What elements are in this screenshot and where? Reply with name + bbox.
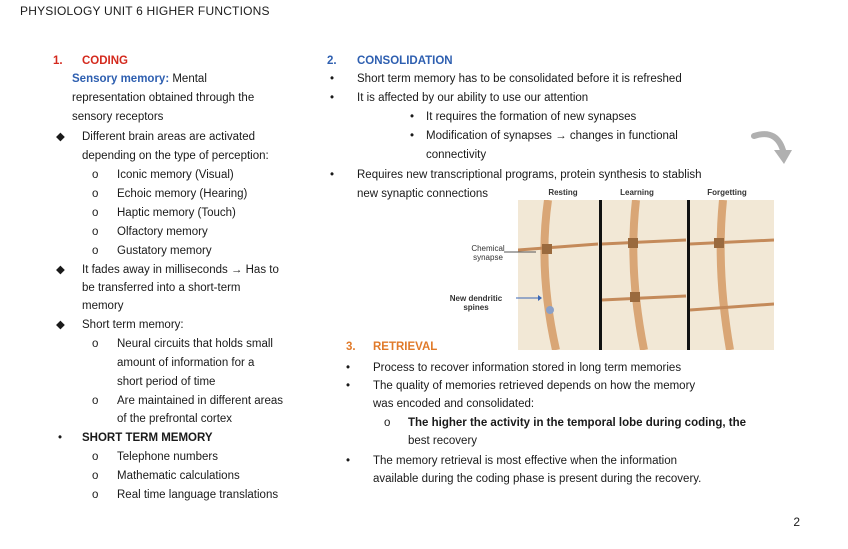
sub-item-gustatory: Gustatory memory [117, 245, 212, 257]
synapses-modification-line2: connectivity [426, 149, 487, 161]
sub-item-translation: Real time language translations [117, 489, 279, 501]
bullet-circle: o [92, 489, 99, 501]
prefrontal-line2: of the prefrontal cortex [117, 413, 233, 425]
figure-label-dendritic-spines: New dendritic spines [449, 294, 503, 312]
section-2-number: 2. [327, 55, 337, 67]
section-3-title: RETRIEVAL [373, 341, 438, 353]
bullet-diamond: ◆ [56, 131, 65, 143]
bullet-dot: • [346, 455, 351, 467]
bullet-circle: o [92, 338, 99, 350]
figure-label-chemical-synapse: Chemical synapse [471, 244, 505, 262]
bullet-dot: • [410, 130, 415, 142]
sub-item-telephone: Telephone numbers [117, 451, 219, 463]
bullet-circle: o [92, 226, 99, 238]
bullet-circle: o [92, 169, 99, 181]
figure-label-resting: Resting [548, 188, 578, 197]
retrieval-line3: was encoded and consolidated: [373, 398, 535, 410]
transcription-line2: new synaptic connections [357, 188, 489, 200]
section-1-number: 1. [53, 55, 63, 67]
bullet-circle: o [92, 207, 99, 219]
retrieval-effective-line2: available during the coding phase is present during the recovery. [373, 473, 702, 485]
brain-areas-line2: depending on the type of perception: [82, 150, 269, 162]
retrieval-effective-line1: The memory retrieval is most effective when the information [373, 455, 678, 467]
synapse-figure [518, 200, 774, 350]
sensory-memory-line3: sensory receptors [72, 111, 164, 123]
bullet-circle: o [92, 451, 99, 463]
brain-areas-line1: Different brain areas are activated [82, 131, 256, 143]
sub-item-math: Mathematic calculations [117, 470, 240, 482]
short-term-heading: Short term memory: [82, 319, 184, 331]
synapses-formation: It requires the formation of new synapses [426, 111, 637, 123]
consolidation-line2: It is affected by our ability to use our attention [357, 92, 589, 104]
synapses-modification-line1: Modification of synapses → changes in functional [426, 130, 678, 142]
bullet-circle: o [92, 395, 99, 407]
fades-line3: memory [82, 300, 124, 312]
section-3-number: 3. [346, 341, 356, 353]
sub-item-haptic: Haptic memory (Touch) [117, 207, 236, 219]
short-term-memory-heading: SHORT TERM MEMORY [82, 432, 213, 444]
bullet-diamond: ◆ [56, 319, 65, 331]
transcription-line1: Requires new transcriptional programs, protein synthesis to stablish [357, 169, 702, 181]
bullet-dot: • [330, 92, 335, 104]
consolidation-line1: Short term memory has to be consolidated before it is refreshed [357, 73, 682, 85]
temporal-lobe-line1: The higher the activity in the temporal lobe during coding, the [408, 417, 746, 429]
page-header: PHYSIOLOGY UNIT 6 HIGHER FUNCTIONS [20, 4, 270, 18]
section-2-title: CONSOLIDATION [357, 55, 453, 67]
sub-item-echoic: Echoic memory (Hearing) [117, 188, 248, 200]
sensory-memory-text: Mental [169, 73, 207, 85]
figure-label-learning: Learning [620, 188, 654, 197]
curved-arrow-icon [748, 124, 796, 166]
bullet-circle: o [384, 417, 391, 429]
retrieval-line1: Process to recover information stored in long term memories [373, 362, 682, 374]
figure-label-forgetting: Forgetting [707, 188, 747, 197]
bullet-dot: • [410, 111, 415, 123]
retrieval-line2: The quality of memories retrieved depends on how the memory [373, 380, 696, 392]
sensory-memory-line1 [72, 72, 207, 86]
bullet-dot: • [346, 362, 351, 374]
section-1-title: CODING [82, 55, 128, 67]
bullet-dot: • [58, 432, 63, 444]
prefrontal-line1: Are maintained in different areas [117, 395, 283, 407]
neural-circuits-line3: short period of time [117, 376, 216, 388]
neural-circuits-line2: amount of information for a [117, 357, 255, 369]
sub-item-iconic: Iconic memory (Visual) [117, 169, 234, 181]
sensory-memory-label: Sensory memory: [72, 73, 170, 85]
temporal-lobe-line2: best recovery [408, 435, 478, 447]
bullet-circle: o [92, 188, 99, 200]
bullet-diamond: ◆ [56, 264, 65, 276]
neural-circuits-line1: Neural circuits that holds small [117, 338, 273, 350]
synapse-illustration [518, 200, 774, 350]
bullet-dot: • [346, 380, 351, 392]
figure-pointer-arrows [502, 246, 542, 306]
bullet-circle: o [92, 470, 99, 482]
sub-item-olfactory: Olfactory memory [117, 226, 208, 238]
sensory-memory-line2: representation obtained through the [72, 92, 255, 104]
bullet-dot: • [330, 73, 335, 85]
bullet-dot: • [330, 169, 335, 181]
fades-line2: be transferred into a short-term [82, 282, 241, 294]
page-number: 2 [793, 515, 800, 529]
bullet-circle: o [92, 245, 99, 257]
fades-line1: It fades away in milliseconds → Has to [82, 264, 279, 276]
